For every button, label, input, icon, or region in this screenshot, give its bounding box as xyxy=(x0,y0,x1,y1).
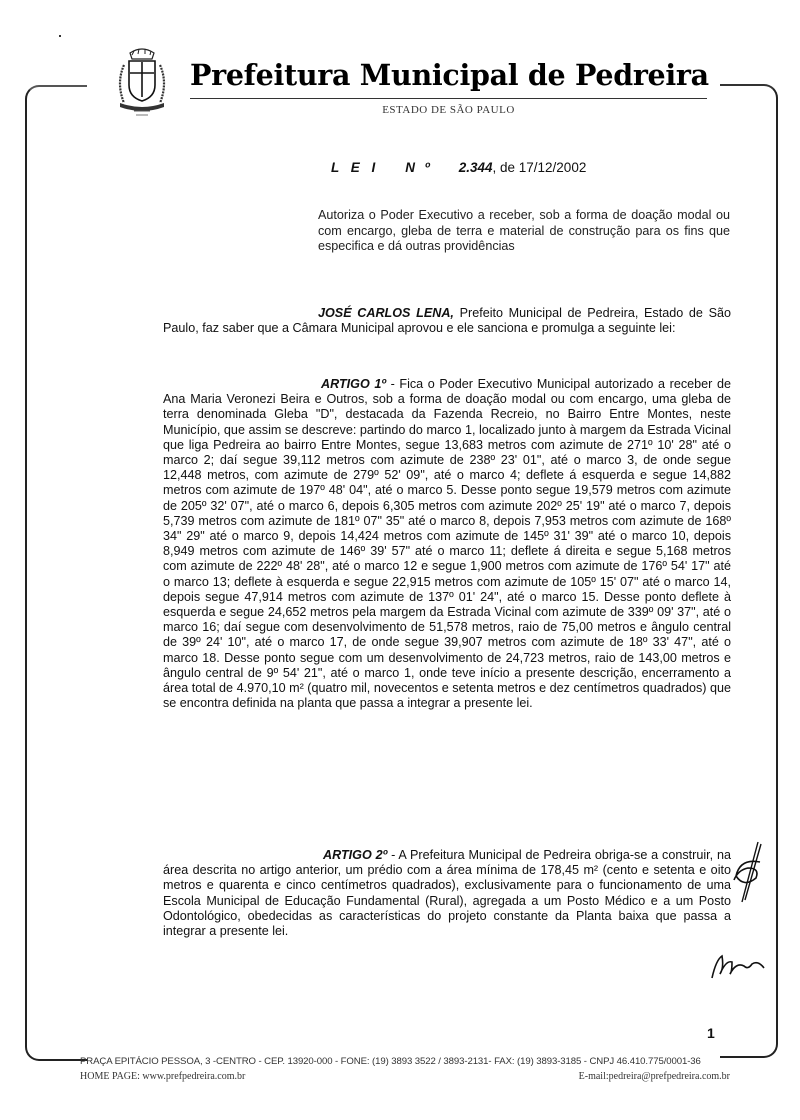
footer-homepage: HOME PAGE: www.prefpedreira.com.br xyxy=(80,1071,246,1082)
article-2-heading: ARTIGO 2º xyxy=(323,848,388,862)
article-1-text: - Fica o Poder Executivo Municipal autorizado a receber de Ana Maria Veronezi Beira e Outros, sob a forma de doação modal ou com encargo, uma gleba de terra denominada Gleba "D", destacada da Fazenda Recreio, no Bairro Entre Montes, neste Município, que assim se descreve: partindo do marco 1, localizado junto à margem da Estrada Vicinal que liga Pedreira ao bairro Entre Montes, segue 13,683 metros com azimute de 271º 10' 28" até o marco 2; daí segue 39,112 metros com azimute de 238º 23' 01", até o marco 3, de onde segue 12,448 metros, com azimute de 279º 52' 09", até o marco 4; deflete á esquerda e segue 14,882 metros com azimute de 197º 48' 04", até o marco 5. Desse ponto segue 19,579 metros com azimute de 205º 32' 07", até o marco 6, depois 6,305 metros com azimute 202º 25' 19" até o marco 7, depois 5,739 metros com azimute de 181º 07" 35" até o marco 8, depois 7,953 metros com azimute de 168º 34" 29" até o marco 9, depois 14,424 metros com azimute de 145º 31' 39" até o marco 10, depois 8,949 metros com azimute de 146º 39' 57" até o marco 11; deflete á direita e segue 5,168 metros com azimute de 222º 48' 28", até o marco 12 e segue 1,900 metros com azimute de 176º 54' 17" até o marco 13; deflete à esquerda e segue 22,915 metros com azimute de 105º 15' 07" até o marco 14, depois segue 47,914 metros com azimute de 137º 01' 24", até o marco 15. Desse ponto deflete à esquerda e segue 24,652 metros pela margem da Estrada Vicinal com azimute de 339º 09' 37", até o marco 16; daí segue com desenvolvimento de 51,578 metros, raio de 75,00 metros e ângulo central de 39º 24' 10", até o marco 17, de onde segue 39,907 metros com azimute de 18º 33' 47", até o marco 18. Desse ponto segue com um desenvolvimento de 24,723 metros, raio de 143,00 metros e ângulo central de 9º 54' 21", até o marco 1, onde teve início a presente descrição, encerramento a área total de 4.970,10 m² (quatro mil, novecentos e setenta metros e dez centímetros quadrados) que se encontra definida na planta que passa a integrar a presente lei. xyxy=(163,377,731,711)
law-number-label: N º xyxy=(405,160,433,175)
law-summary: Autoriza o Poder Executivo a receber, sob a forma de doação modal ou com encargo, gleba de terra e material de construção para os fins que especifica e dá outras providências xyxy=(318,208,730,254)
footer-email: E-mail:pedreira@prefpedreira.com.br xyxy=(578,1071,730,1082)
law-header xyxy=(331,160,586,175)
mayor-name: JOSÉ CARLOS LENA, xyxy=(318,306,454,320)
letterhead-subtitle: ESTADO DE SÃO PAULO xyxy=(382,104,515,116)
page-number: 1 xyxy=(707,1025,715,1041)
article-2 xyxy=(163,848,731,939)
intro-text: Prefeito Municipal de Pedreira, Estado de São Paulo, faz saber que a Câmara Municipal aprovou e ele sanciona e promulga a seguinte lei: xyxy=(163,306,731,336)
footer-address: PRAÇA EPITÁCIO PESSOA, 3 -CENTRO - CEP. 13920-000 - FONE: (19) 3893 3522 / 3893-2131- FAX: (19) 3893-3185 - CNPJ 46.410.775/0001-36 xyxy=(80,1056,701,1067)
article-1 xyxy=(163,377,731,711)
law-number: 2.344 xyxy=(458,160,493,175)
law-date: , de 17/12/2002 xyxy=(492,160,587,175)
letterhead-title: Prefeitura Municipal de Pedreira xyxy=(190,58,709,92)
article-2-text: - A Prefeitura Municipal de Pedreira obriga-se a construir, na área descrita no artigo anterior, um prédio com a área mínima de 178,45 m² (cento e setenta e oito metros e quarenta e cinco centímetros quadrados), exclusivamente para o funcionamento de uma Escola Municipal de Educação Fundamental (Rural), agregada a um Posto Médico e a um Posto Odontológico, obedecidas as características do projeto constante da Planta baixa que passa a integrar a presente lei. xyxy=(163,848,731,939)
initials-signature-icon xyxy=(708,950,766,980)
handwritten-signature-icon xyxy=(730,840,770,905)
article-1-heading: ARTIGO 1º xyxy=(321,377,386,391)
municipal-coat-of-arms-icon xyxy=(112,45,172,117)
page-frame-left xyxy=(25,85,87,1061)
law-label: L E I xyxy=(331,160,380,175)
title-rule-divider xyxy=(190,98,707,99)
scan-artifact xyxy=(59,35,61,37)
intro-paragraph xyxy=(163,306,731,336)
